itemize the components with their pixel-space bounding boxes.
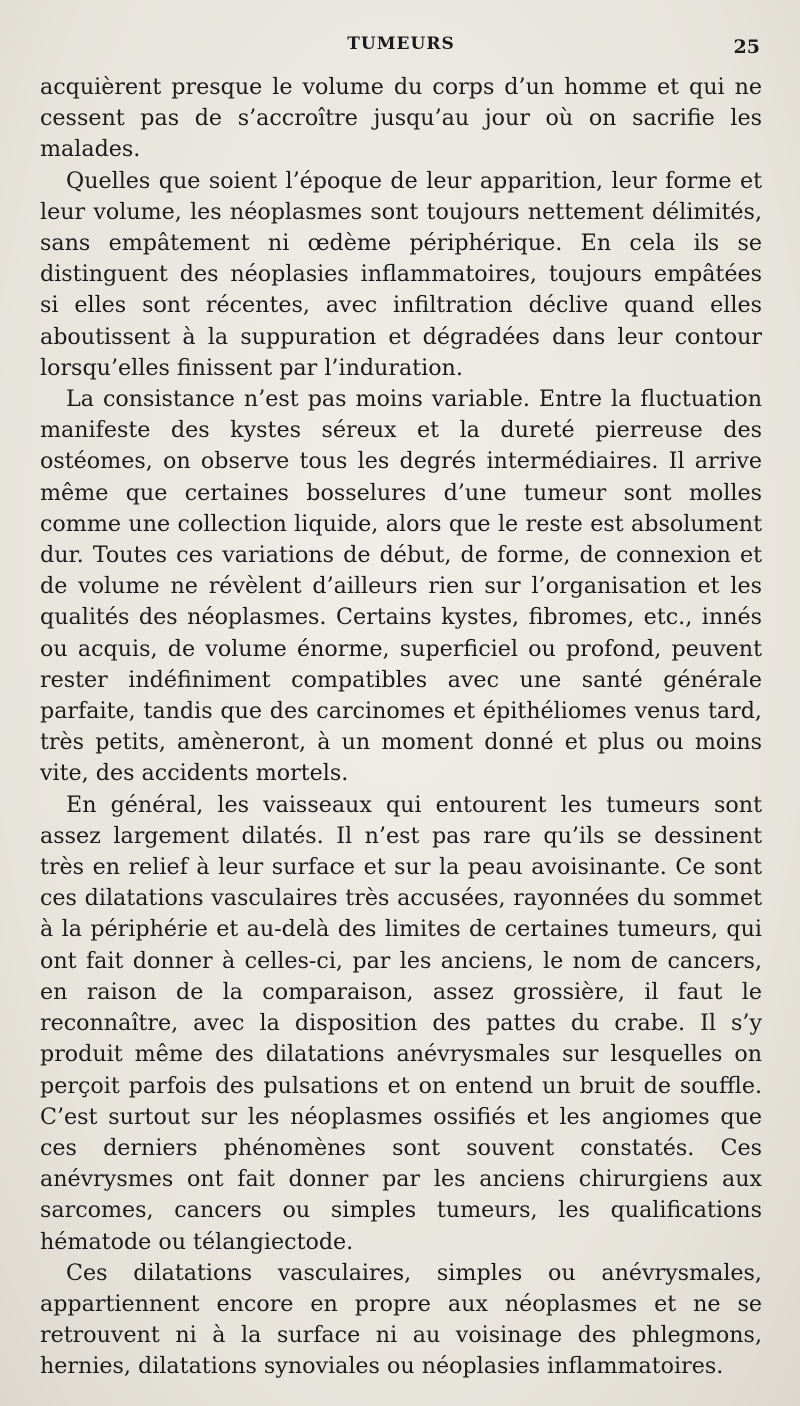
body-text xyxy=(40,72,762,1383)
page-number: 25 xyxy=(733,36,760,58)
paragraph-delimitation: Quelles que soient l’époque de leur apparition, leur forme et leur volume, les néoplasmes sont toujours nettement délimités, sans empâtement ni œdème périphérique. En cela ils se distinguent des néoplasies inflammatoires, toujours empâtées si elles sont récentes, avec infiltration déclive quand elles aboutissent à la suppuration et dégradées dans leur contour lorsqu’elles finissent par l’induration. xyxy=(40,167,762,381)
chapter-title: TUMEURS xyxy=(347,34,455,54)
paragraph-consistance: La consistance n’est pas moins variable. Entre la fluctuation manifeste des kystes séreux et la dureté pierreuse des ostéomes, on observe tous les degrés intermédiaires. Il arrive même que certaines bosselures d’une tumeur sont molles comme une collection liquide, alors que le reste est absolument dur. Toutes ces variations de début, de forme, de connexion et de volume ne révèlent d’ailleurs rien sur l’organisation et les qualités des néoplasmes. Certains kystes, fibromes, etc., innés ou acquis, de volume énorme, superficiel ou profond, peuvent rester indéfiniment compatibles avec une santé générale parfaite, tandis que des carcinomes et épithéliomes venus tard, très petits, amèneront, à un moment donné et plus ou moins vite, des accidents mortels. xyxy=(40,386,762,787)
running-head xyxy=(40,34,762,60)
paragraph-vaisseaux: En général, les vaisseaux qui entourent les tumeurs sont assez largement dilatés. Il n’est pas rare qu’ils se dessinent très en relief à leur surface et sur la peau avoisinante. Ce sont ces dilatations vasculaires très accusées, rayonnées du sommet à la périphérie et au-delà des limites de certaines tumeurs, qui ont fait donner à celles-ci, par les anciens, le nom de cancers, en raison de la comparaison, assez grossière, il faut le reconnaître, avec la disposition des pattes du crabe. Il s’y produit même des dilatations anévrysmales sur lesquelles on perçoit parfois des pulsations et on entend un bruit de souffle. C’est surtout sur les néoplasmes ossifiés et les angiomes que ces derniers phénomènes sont souvent constatés. Ces anévrysmes ont fait donner par les anciens chirurgiens aux sarcomes, cancers ou simples tumeurs, les qualifications hématode ou télangiectode. xyxy=(40,791,762,1255)
paragraph-dilatations: Ces dilatations vasculaires, simples ou anévrysmales, appartiennent encore en propre aux néoplasmes et ne se retrouvent ni à la surface ni au voisinage des phlegmons, hernies, dilatations synoviales ou néoplasies inflammatoires. xyxy=(40,1259,762,1380)
paragraph-continuation: acquièrent presque le volume du corps d’un homme et qui ne cessent pas de s’accroître jusqu’au jour où on sacrifie les malades. xyxy=(40,74,762,163)
